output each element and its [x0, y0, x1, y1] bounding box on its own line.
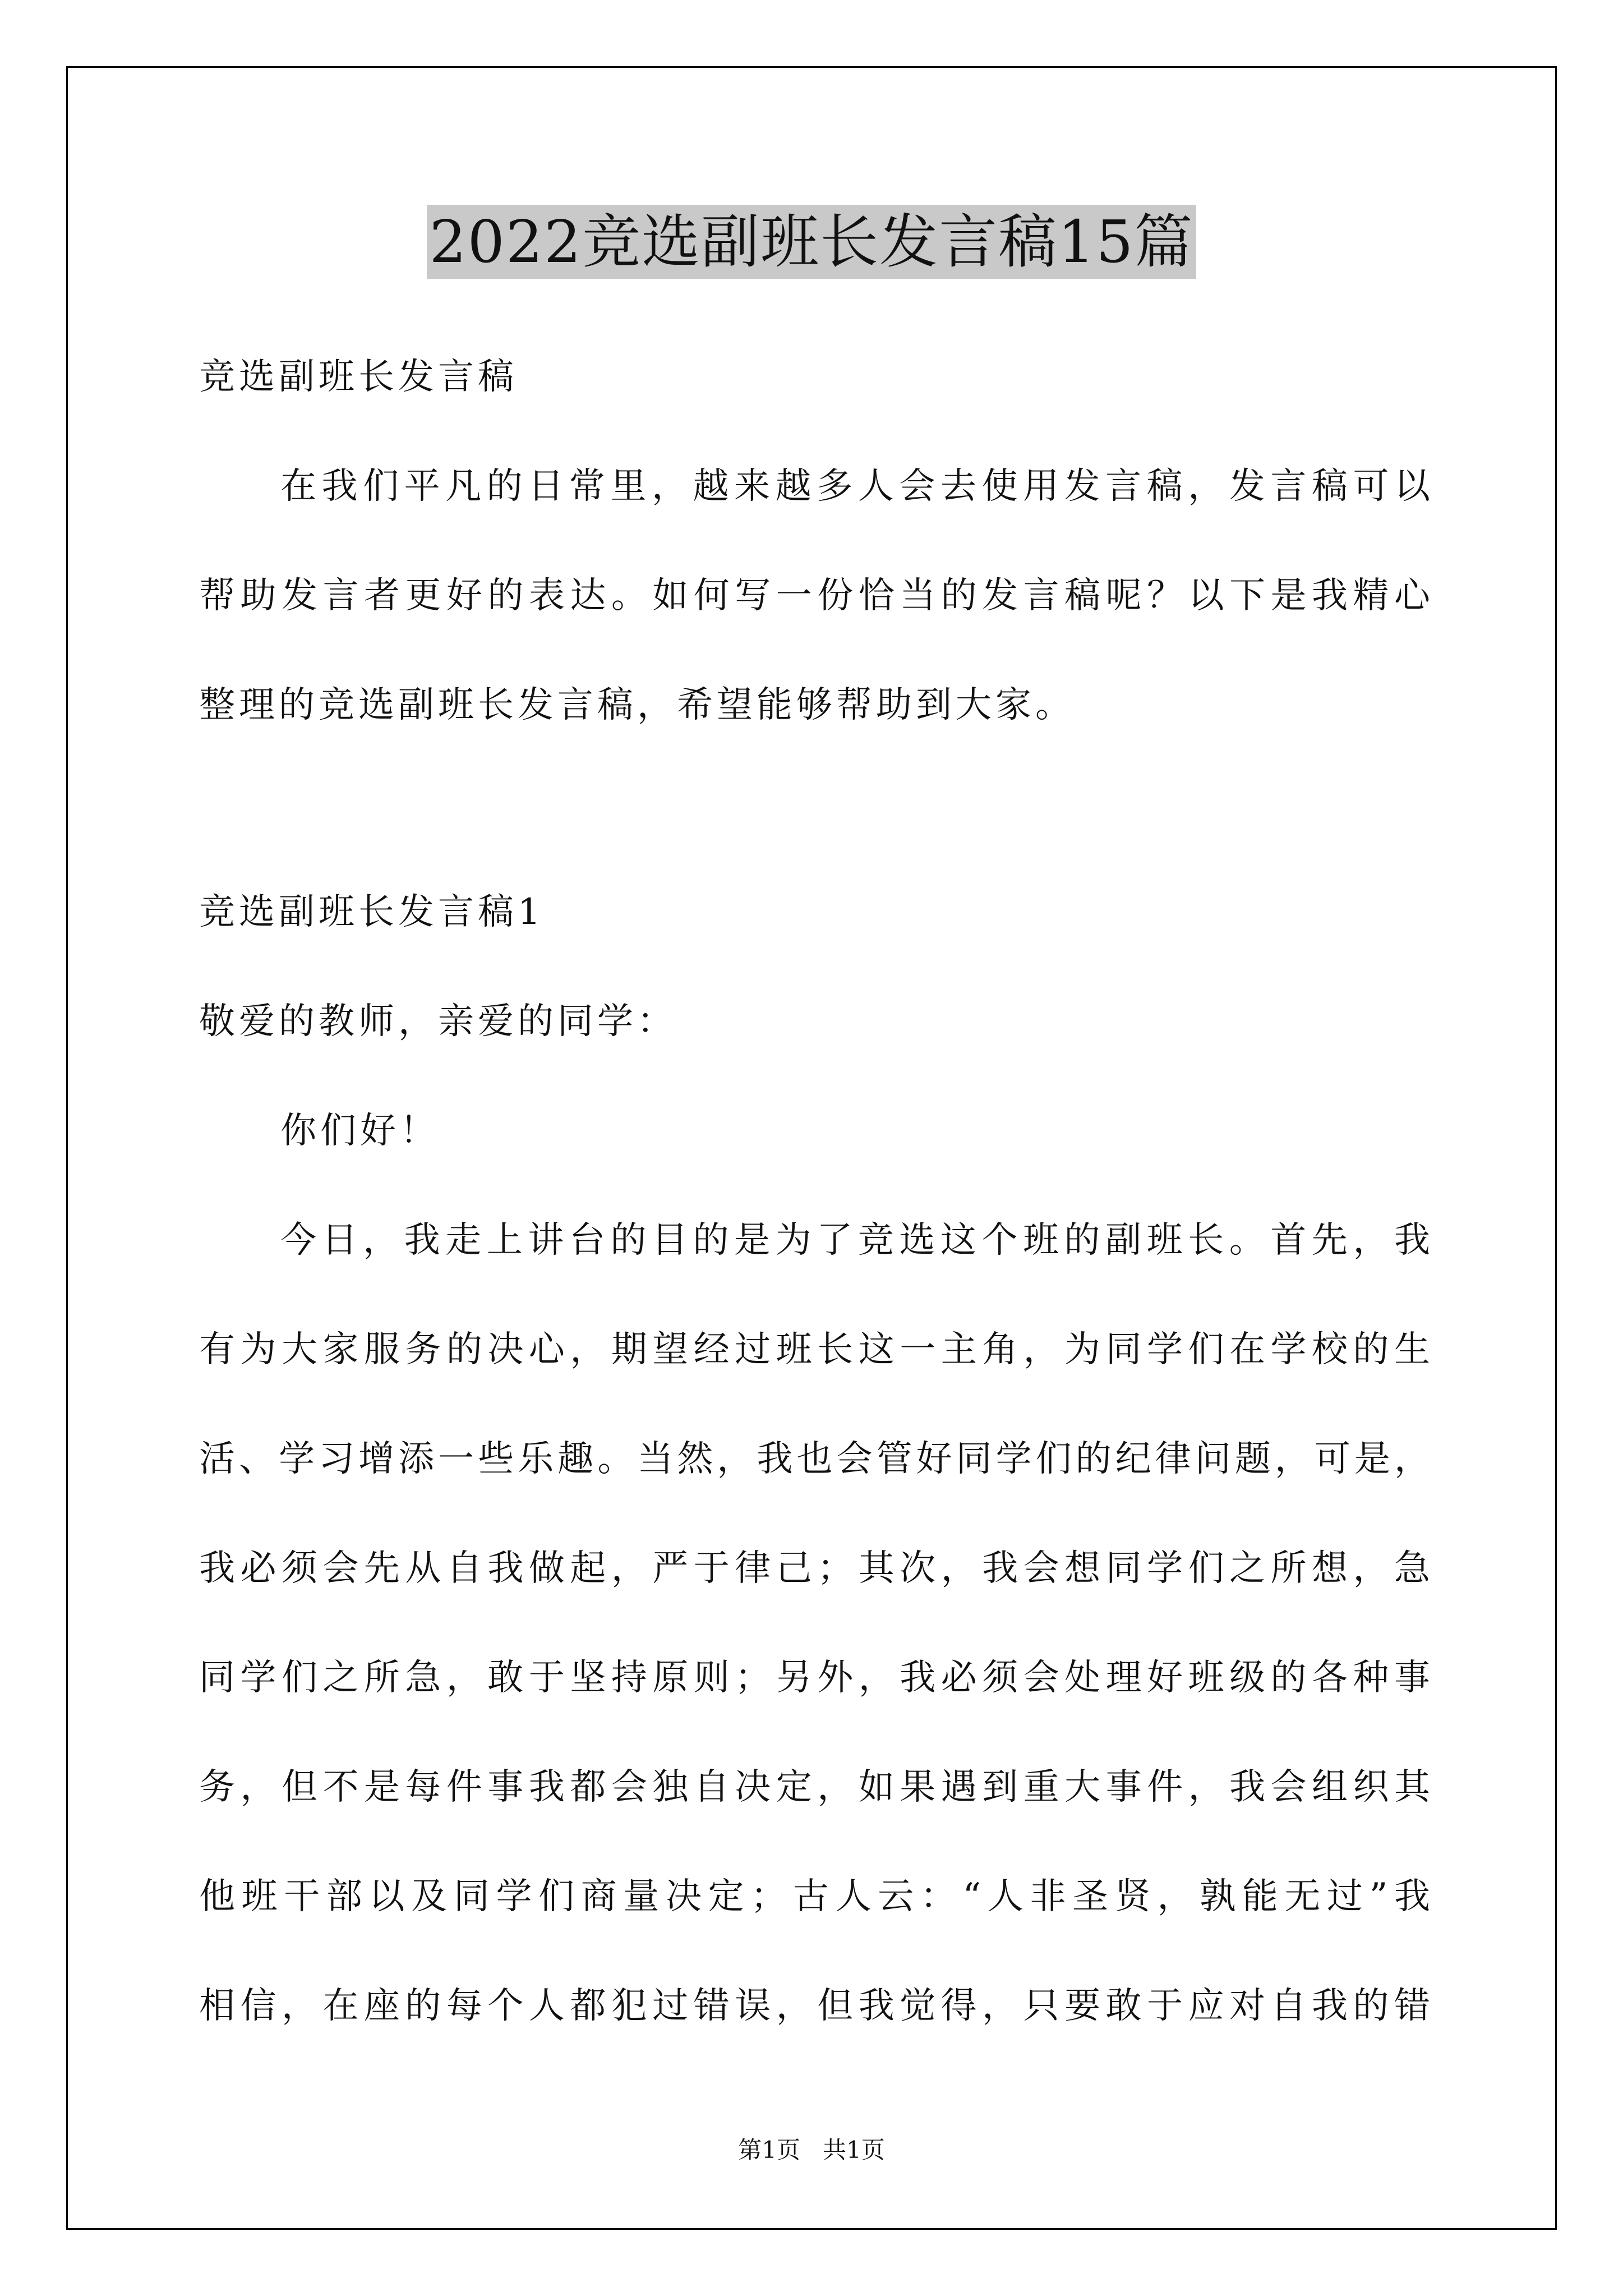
- page-footer: 第1页 共1页: [738, 2136, 885, 2164]
- intro-line-3: 整理的竞选副班长发言稿，希望能够帮助到大家。: [199, 684, 1075, 726]
- document-title: 2022竞选副班长发言稿15篇: [427, 205, 1196, 279]
- body-line-8: 相信，在座的每个人都犯过错误，但我觉得，只要敢于应对自我的错: [199, 1985, 1430, 2027]
- speech-heading: 竞选副班长发言稿1: [199, 891, 545, 933]
- greeting: 你们好！: [280, 1110, 440, 1152]
- body-line-1: 今日，我走上讲台的目的是为了竞选这个班的副班长。首先，我: [280, 1220, 1430, 1261]
- title-area: [0, 205, 1623, 279]
- body-line-2: 有为大家服务的决心，期望经过班长这一主角，为同学们在学校的生: [199, 1329, 1430, 1370]
- body-line-6: 务，但不是每件事我都会独自决定，如果遇到重大事件，我会组织其: [199, 1766, 1430, 1808]
- intro-line-2: 帮助发言者更好的表达。如何写一份恰当的发言稿呢？以下是我精心: [199, 575, 1430, 616]
- body-line-3: 活、学习增添一些乐趣。当然，我也会管好同学们的纪律问题，可是，: [199, 1438, 1430, 1480]
- body-line-4: 我必须会先从自我做起，严于律己；其次，我会想同学们之所想，急: [199, 1548, 1430, 1589]
- body-line-5: 同学们之所急，敢于坚持原则；另外，我必须会处理好班级的各种事: [199, 1657, 1430, 1699]
- body-line-7: 他班干部以及同学们商量决定；古人云：“人非圣贤，孰能无过”我: [199, 1876, 1430, 1917]
- section-heading: 竞选副班长发言稿: [199, 356, 518, 398]
- intro-line-1: 在我们平凡的日常里，越来越多人会去使用发言稿，发言稿可以: [280, 466, 1430, 507]
- salutation: 敬爱的教师，亲爱的同学：: [199, 1001, 677, 1042]
